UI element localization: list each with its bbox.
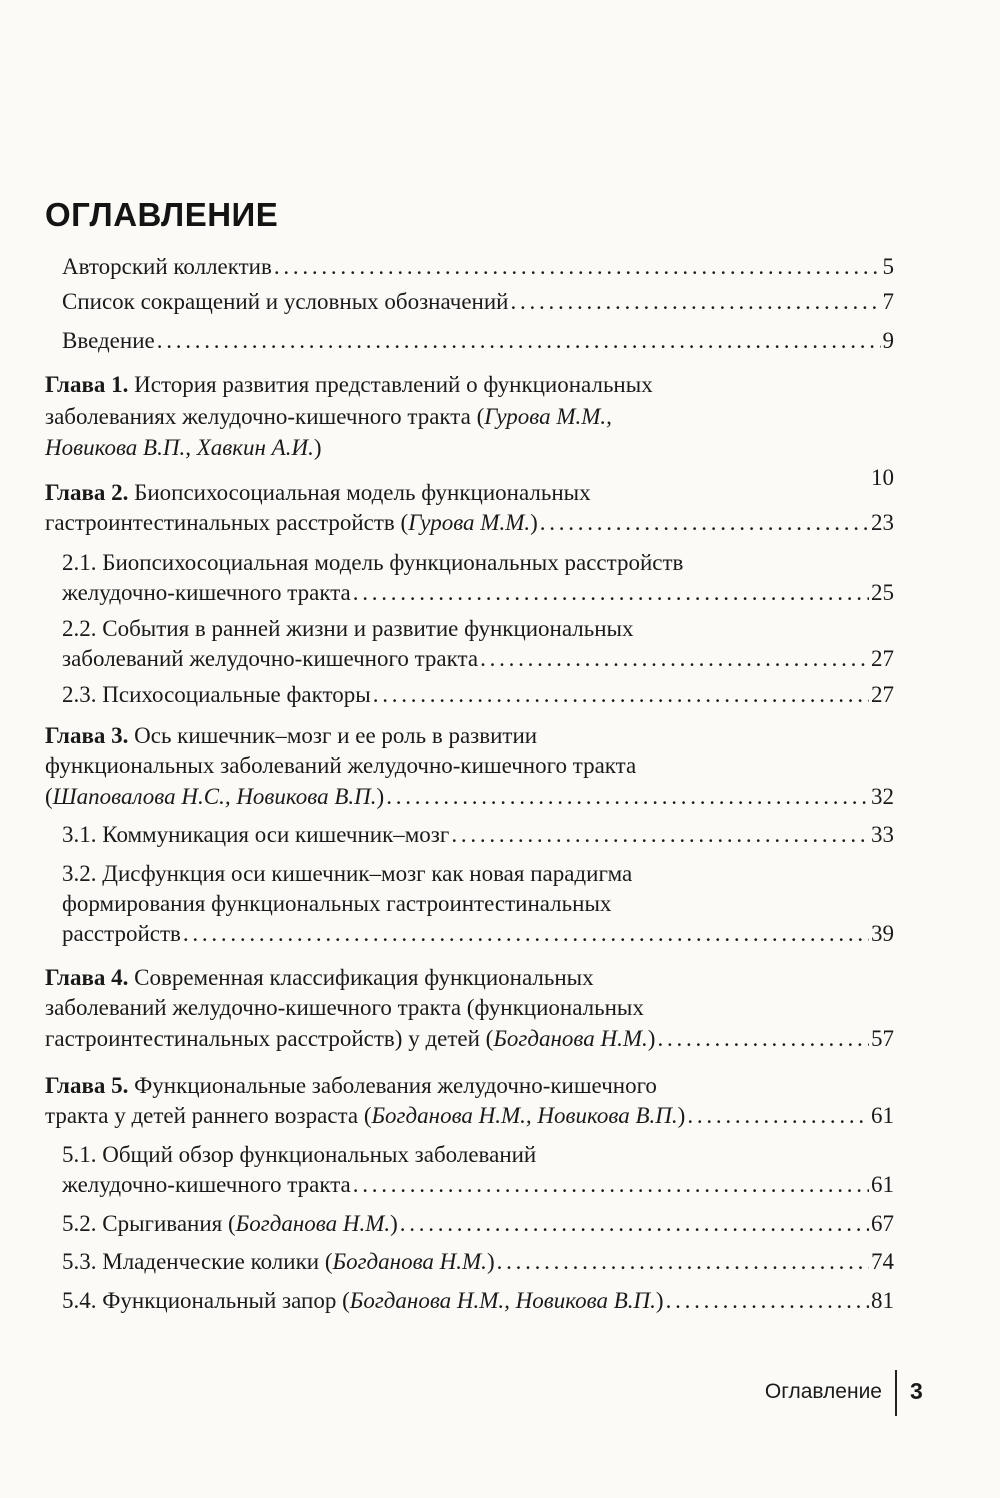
page-number: 5 <box>882 254 894 279</box>
page-number: 57 <box>871 1026 894 1051</box>
page-number: 10 <box>871 465 894 490</box>
toc-chapter-3-line-1: Глава 3. Ось кишечник–мозг и ее роль в развитии <box>45 723 538 748</box>
toc-section-2-3: 2.3. Психосоциальные факторы . . . 27 <box>62 678 894 712</box>
toc-section-3-2-line-1: 3.2. Дисфункция оси кишечник–мозг как новая парадигма <box>62 861 633 886</box>
toc-chapter-4-line-3: гастроинтестинальных расстройств) у детей (Богданова Н.М.) . . . 57 <box>45 1022 894 1056</box>
toc-section-5-1-line-2: желудочно-кишечного тракта . . . 61 <box>62 1168 894 1202</box>
page-number: 61 <box>871 1172 894 1197</box>
leader-dots <box>353 576 869 610</box>
leader-dots <box>183 917 869 951</box>
leader-dots <box>400 1207 869 1241</box>
toc-entry-abbreviations: Список сокращений и условных обозначений . . . 7 <box>62 285 894 319</box>
toc-chapter-5-line-2: тракта у детей раннего возраста (Богданова Н.М., Новикова В.П.) . . . 61 <box>45 1099 894 1133</box>
leader-dots <box>657 1022 869 1056</box>
running-footer-title: Оглавление <box>764 1380 882 1403</box>
page-number: 25 <box>871 580 894 605</box>
leader-dots <box>540 506 869 540</box>
page-number: 67 <box>871 1211 894 1236</box>
toc-chapter-4-line-2: заболеваний желудочно-кишечного тракта (функциональных <box>45 995 644 1020</box>
toc-section-2-1-line-2: желудочно-кишечного тракта . . . 25 <box>62 576 894 610</box>
toc-section-5-2: 5.2. Срыгивания (Богданова Н.М.) . . . 67 <box>62 1207 894 1241</box>
page-number: 7 <box>882 289 894 314</box>
toc-section-5-1-line-1: 5.1. Общий обзор функциональных заболеваний <box>62 1142 537 1167</box>
page-number: 32 <box>871 784 894 809</box>
toc-section-3-2-line-2: формирования функциональных гастроинтестинальных <box>62 891 612 916</box>
leader-dots <box>386 780 869 814</box>
toc-chapter-5-line-1: Глава 5. Функциональные заболевания желудочно-кишечного <box>45 1073 657 1098</box>
toc-section-3-2-line-3: расстройств . . . 39 <box>62 917 894 951</box>
page-number: 74 <box>871 1249 894 1274</box>
toc-chapter-3-line-3: (Шаповалова Н.С., Новикова В.П.) . . . 32 <box>45 780 894 814</box>
toc-chapter-1-line-3: Новикова В.П., Хавкин А.И.) <box>45 435 322 460</box>
toc-chapter-2-line-1: Глава 2. Биопсихосоциальная модель функциональных <box>45 480 591 505</box>
toc-entry-introduction: Введение . . . 9 <box>62 324 894 358</box>
toc-chapter-3-line-2: функциональных заболеваний желудочно-кишечного тракта <box>45 753 637 778</box>
toc-entry-authors: Авторский коллектив . . . 5 <box>62 250 894 284</box>
page-number: 39 <box>871 921 894 946</box>
leader-dots <box>373 678 869 712</box>
toc-chapter-4-line-1: Глава 4. Современная классификация функциональных <box>45 965 594 990</box>
toc-chapter-2-line-2: гастроинтестинальных расстройств (Гурова М.М.) . . . 23 <box>45 506 894 540</box>
page-number: 81 <box>871 1288 894 1313</box>
leader-dots <box>157 324 881 358</box>
toc-chapter-1-line-2: заболеваниях желудочно-кишечного тракта (Гурова М.М., <box>45 404 612 429</box>
footer-divider <box>895 1370 897 1416</box>
leader-dots <box>451 818 869 852</box>
toc-chapter-1-line-1: Глава 1. История развития представлений о функциональных <box>45 372 653 397</box>
folio-page-number: 3 <box>910 1378 923 1404</box>
leader-dots <box>480 642 869 676</box>
leader-dots <box>687 1099 869 1133</box>
page-number: 27 <box>871 646 894 671</box>
toc-section-3-1: 3.1. Коммуникация оси кишечник–мозг . . . 33 <box>62 818 894 852</box>
leader-dots <box>497 1245 869 1279</box>
page-number: 23 <box>871 510 894 535</box>
page-number: 9 <box>882 328 894 353</box>
leader-dots <box>274 250 881 284</box>
toc-section-2-2-line-2: заболеваний желудочно-кишечного тракта . . . 27 <box>62 642 894 676</box>
page-footer <box>0 1376 1000 1416</box>
leader-dots <box>510 285 880 319</box>
leader-dots <box>666 1284 869 1318</box>
toc-section-2-1-line-1: 2.1. Биопсихосоциальная модель функциональных расстройств <box>62 550 684 575</box>
toc-section-5-4: 5.4. Функциональный запор (Богданова Н.М., Новикова В.П.) . . . 81 <box>62 1284 894 1318</box>
toc-section-5-3: 5.3. Младенческие колики (Богданова Н.М.) . . . 74 <box>62 1245 894 1279</box>
page-number: 33 <box>871 822 894 847</box>
toc-section-2-2-line-1: 2.2. События в ранней жизни и развитие функциональных <box>62 616 634 641</box>
page-number: 61 <box>871 1103 894 1128</box>
page-title: ОГЛАВЛЕНИЕ <box>45 196 279 233</box>
leader-dots <box>353 1168 869 1202</box>
page-number: 27 <box>871 682 894 707</box>
